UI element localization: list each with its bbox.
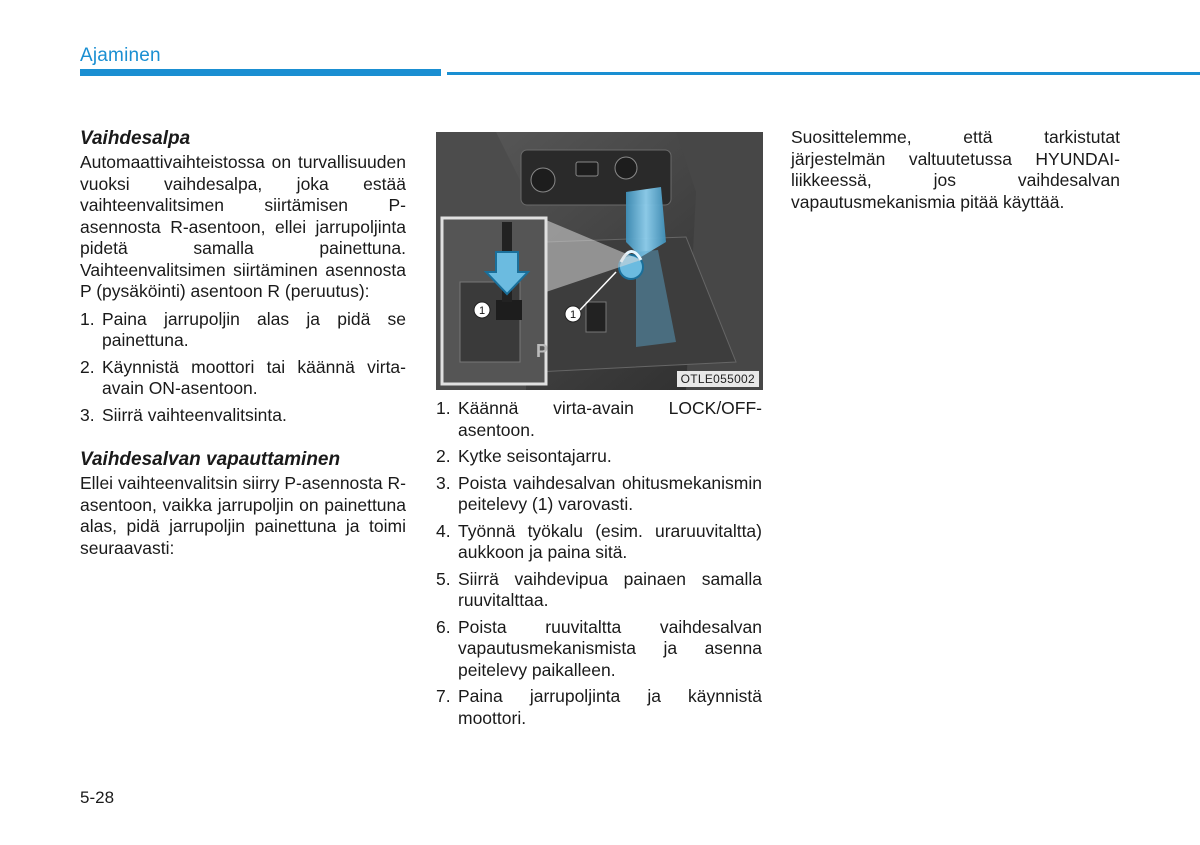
shift-lock-release-figure [436,132,763,390]
step-number: 6. [436,616,451,637]
step-text: Poista vaihdesalvan ohitusmekanismin peitelevy (1) varovasti. [458,472,762,514]
list-item [436,473,762,516]
step-text: Siirrä vaihdevipua painaen samalla ruuvitalttaa. [458,568,762,610]
step-text: Käynnistä moottori tai käännä virta-avain ON-asentoon. [102,356,406,398]
release-steps [436,398,762,729]
step-number: 3. [80,404,95,425]
release-intro-paragraph: Ellei vaihteenvalitsin siirry P-asennosta R-asentoon, vaikka jarrupoljin on painettuna alas, pidä jarrupoljin painettuna ja toimi seuraavasti: [80,473,406,558]
heading-vaihdesalpa: Vaihdesalpa [80,128,191,149]
header-rule-thin [447,72,1200,75]
shift-lock-steps [80,309,406,427]
step-number: 2. [80,356,95,377]
page-number: 5-28 [80,788,115,807]
list-item [80,357,406,400]
right-column [791,127,1120,213]
list-item [80,309,406,352]
step-text: Työnnä työkalu (esim. uraruuvitaltta) aukkoon ja paina sitä. [458,520,762,562]
step-number: 2. [436,446,451,466]
list-item [80,405,406,427]
callout-1: 1 [478,305,486,317]
header-rule-thick [80,69,441,76]
step-number: 3. [436,472,451,493]
step-number: 7. [436,686,451,706]
step-text: Paina jarrupoljin alas ja pidä se painettuna. [102,308,406,350]
step-text: Kytke seisontajarru. [458,446,612,466]
list-item [436,617,762,682]
left-column [80,127,406,559]
step-text: Siirrä vaihteenvalitsinta. [102,404,287,425]
step-text: Paina jarrupoljinta ja käynnistä moottori. [458,686,762,728]
list-item [436,686,762,729]
step-number: 4. [436,520,451,541]
dealer-note: Suosittelemme, että tarkistutat järjestelmän valtuutetussa HYUNDAI-liikkeessä, jos vaihdesalvan vapautusmekanismia pitää käyttää. [791,127,1120,212]
list-item [436,446,762,468]
shifter-illustration [436,132,763,390]
list-item [436,398,762,441]
section-title: Ajaminen [80,45,161,66]
list-item [436,569,762,612]
figure-code: OTLE055002 [677,371,759,387]
step-text: Poista ruuvitaltta vaihdesalvan vapautusmekanismista ja asenna peitelevy paikalleen. [458,616,762,680]
gear-letter-p: P [536,341,549,361]
intro-paragraph: Automaattivaihteistossa on turvallisuuden vuoksi vaihdesalpa, joka estää vaihteenvalitsimen siirtämisen P-asennosta R-asentoon, ellei jarrupoljinta pidetä samalla painettuna. Vaihteenvalitsimen siirtäminen asennosta P (pysäköinti) asentoon R (peruutus): [80,152,406,301]
step-text: Käännä virta-avain LOCK/OFF-asentoon. [458,398,762,440]
middle-column [436,398,762,734]
step-number: 1. [80,308,95,329]
heading-vapauttaminen: Vaihdesalvan vapauttaminen [80,449,341,470]
list-item [436,521,762,564]
callout-1-detail: 1 [569,309,577,321]
step-number: 5. [436,568,451,589]
step-number: 1. [436,398,451,418]
